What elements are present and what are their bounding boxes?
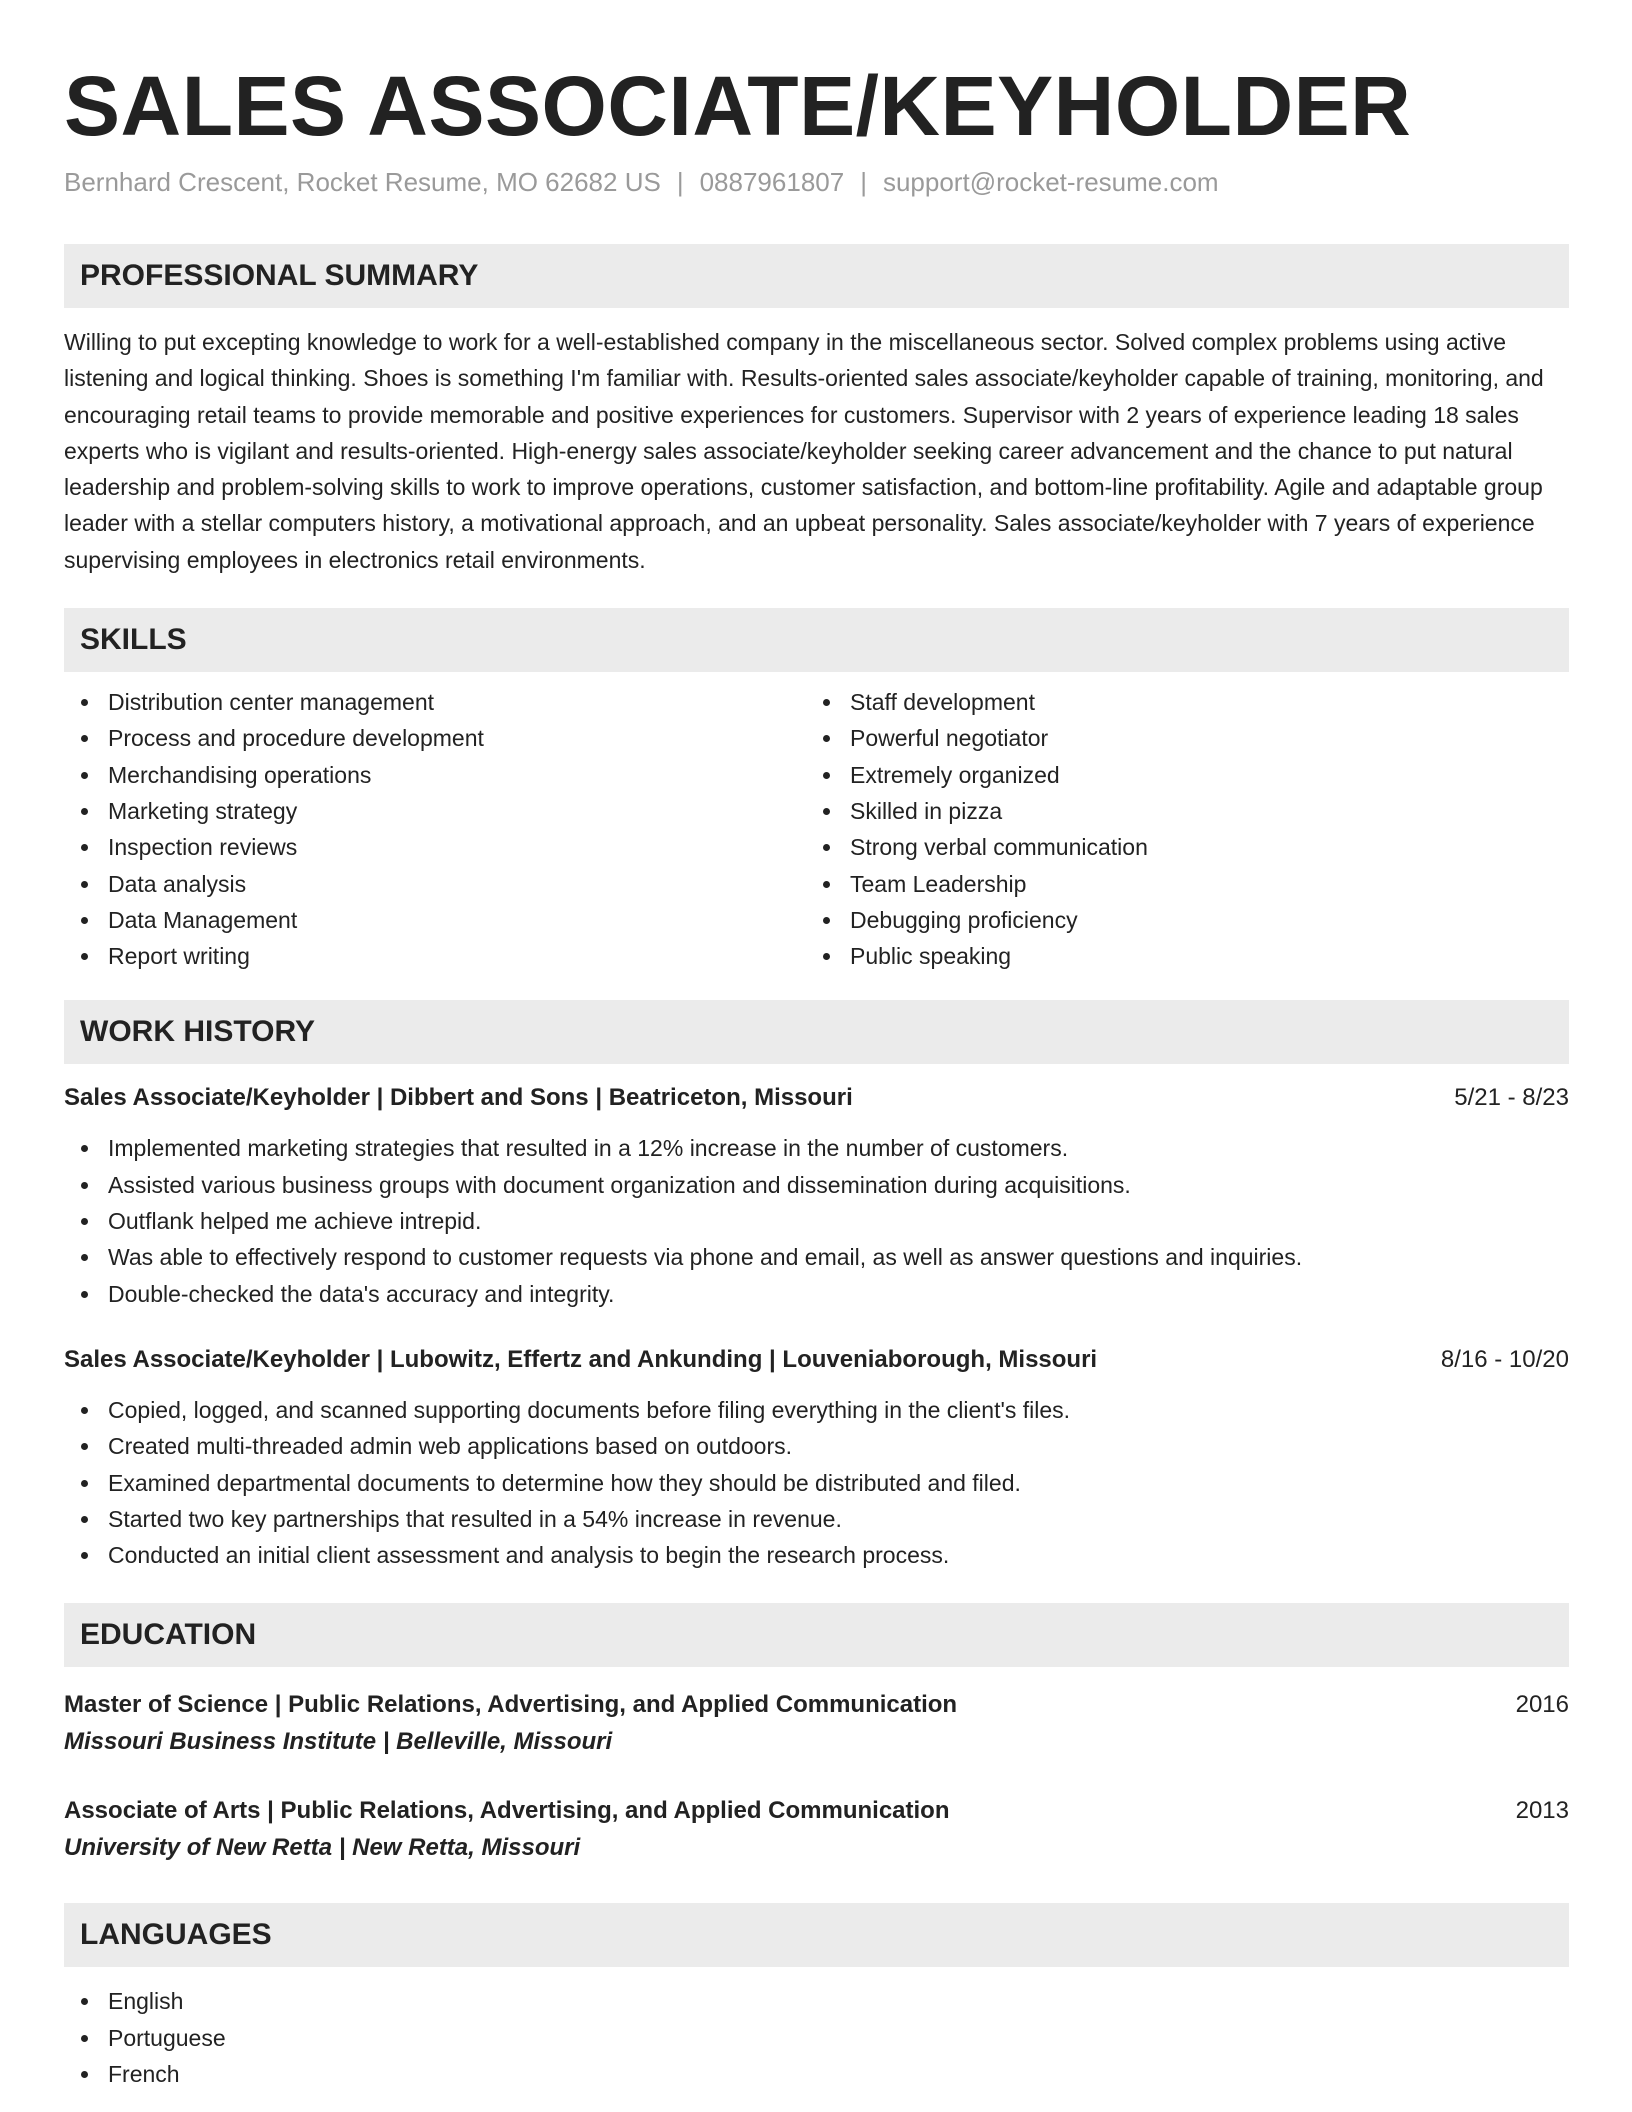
job-bullets xyxy=(64,1130,1569,1311)
contact-separator: | xyxy=(676,167,684,197)
education-header xyxy=(64,1687,1569,1723)
skill-item: Public speaking xyxy=(806,938,1548,974)
section-header-skills: SKILLS xyxy=(64,608,1569,672)
education-header xyxy=(64,1793,1569,1829)
language-item: French xyxy=(64,2056,1569,2092)
job-entry xyxy=(64,1080,1569,1311)
education-school: University of New Retta | New Retta, Missouri xyxy=(64,1834,581,1862)
skill-item: Strong verbal communication xyxy=(806,829,1548,865)
section-header-languages: LANGUAGES xyxy=(64,1903,1569,1967)
education-entry xyxy=(64,1793,1569,1867)
job-dates: 5/21 - 8/23 xyxy=(1454,1084,1569,1112)
job-dates: 8/16 - 10/20 xyxy=(1440,1345,1569,1373)
education-year: 2016 xyxy=(1515,1691,1569,1719)
job-bullet: Assisted various business groups with document organization and dissemination during acquisitions. xyxy=(64,1167,1569,1203)
skills-columns xyxy=(64,684,1569,974)
skill-item: Process and procedure development xyxy=(64,720,806,756)
skill-item: Debugging proficiency xyxy=(806,902,1548,938)
education-degree: Associate of Arts | Public Relations, Advertising, and Applied Communication xyxy=(64,1797,950,1825)
contact-line xyxy=(64,164,1569,200)
job-bullet: Created multi-threaded admin web applications based on outdoors. xyxy=(64,1428,1569,1464)
section-header-summary: PROFESSIONAL SUMMARY xyxy=(64,244,1569,308)
skill-item: Data analysis xyxy=(64,866,806,902)
education-degree: Master of Science | Public Relations, Advertising, and Applied Communication xyxy=(64,1691,958,1719)
job-bullets xyxy=(64,1392,1569,1573)
job-bullet: Double-checked the data's accuracy and integrity. xyxy=(64,1276,1569,1312)
section-header-education: EDUCATION xyxy=(64,1603,1569,1667)
skill-item: Extremely organized xyxy=(806,757,1548,793)
contact-address: Bernhard Crescent, Rocket Resume, MO 62682 US xyxy=(64,167,661,197)
language-item: English xyxy=(64,1983,1569,2019)
job-bullet: Was able to effectively respond to customer requests via phone and email, as well as answer questions and inquiries. xyxy=(64,1239,1569,1275)
education-year: 2013 xyxy=(1515,1797,1569,1825)
job-bullet: Copied, logged, and scanned supporting documents before filing everything in the client's files. xyxy=(64,1392,1569,1428)
job-bullet: Conducted an initial client assessment and analysis to begin the research process. xyxy=(64,1537,1569,1573)
job-header xyxy=(64,1342,1569,1378)
skill-item: Distribution center management xyxy=(64,684,806,720)
skill-item: Marketing strategy xyxy=(64,793,806,829)
skill-item: Skilled in pizza xyxy=(806,793,1548,829)
contact-phone: 0887961807 xyxy=(699,167,845,197)
contact-separator: | xyxy=(860,167,867,197)
job-bullet: Implemented marketing strategies that resulted in a 12% increase in the number of customers. xyxy=(64,1130,1569,1166)
skill-item: Powerful negotiator xyxy=(806,720,1548,756)
skills-list-left xyxy=(64,684,806,974)
skill-item: Staff development xyxy=(806,684,1548,720)
summary-text: Willing to put excepting knowledge to work for a well-established company in the miscellaneous sector. Solved complex problems using active listening and logical thinking. Shoes is something I'm familiar with. Results-oriented sales associate/keyholder capable of training, monitoring, and encouraging retail teams to provide memorable and positive experiences for customers. Supervisor with 2 years of experience leading 18 sales experts who is vigilant and results-oriented. High-energy sales associate/keyholder seeking career advancement and the chance to put natural leadership and problem-solving skills to work to improve operations, customer satisfaction, and bottom-line profitability. Agile and adaptable group leader with a stellar computers history, a motivational approach, and an upbeat personality. Sales associate/keyholder with 7 years of experience supervising employees in electronics retail environments. xyxy=(64,329,1544,573)
job-header xyxy=(64,1080,1569,1116)
resume-name: SALES ASSOCIATE/KEYHOLDER xyxy=(64,59,1412,153)
job-bullet: Outflank helped me achieve intrepid. xyxy=(64,1203,1569,1239)
education-school: Missouri Business Institute | Belleville, Missouri xyxy=(64,1728,613,1756)
skill-item: Report writing xyxy=(64,938,806,974)
job-title: Sales Associate/Keyholder | Dibbert and Sons | Beatriceton, Missouri xyxy=(64,1084,853,1112)
skills-list-right xyxy=(806,684,1548,974)
education-entry xyxy=(64,1687,1569,1761)
contact-email: support@rocket-resume.com xyxy=(882,167,1219,197)
job-title: Sales Associate/Keyholder | Lubowitz, Effertz and Ankunding | Louveniaborough, Missouri xyxy=(64,1345,1098,1373)
language-item: Portuguese xyxy=(64,2020,1569,2056)
job-bullet: Examined departmental documents to determine how they should be distributed and filed. xyxy=(64,1465,1569,1501)
languages-list xyxy=(64,1983,1569,2092)
section-header-work-history: WORK HISTORY xyxy=(64,1000,1569,1064)
skill-item: Inspection reviews xyxy=(64,829,806,865)
skill-item: Team Leadership xyxy=(806,866,1548,902)
job-entry xyxy=(64,1342,1569,1573)
job-bullet: Started two key partnerships that resulted in a 54% increase in revenue. xyxy=(64,1501,1569,1537)
skill-item: Data Management xyxy=(64,902,806,938)
skill-item: Merchandising operations xyxy=(64,757,806,793)
